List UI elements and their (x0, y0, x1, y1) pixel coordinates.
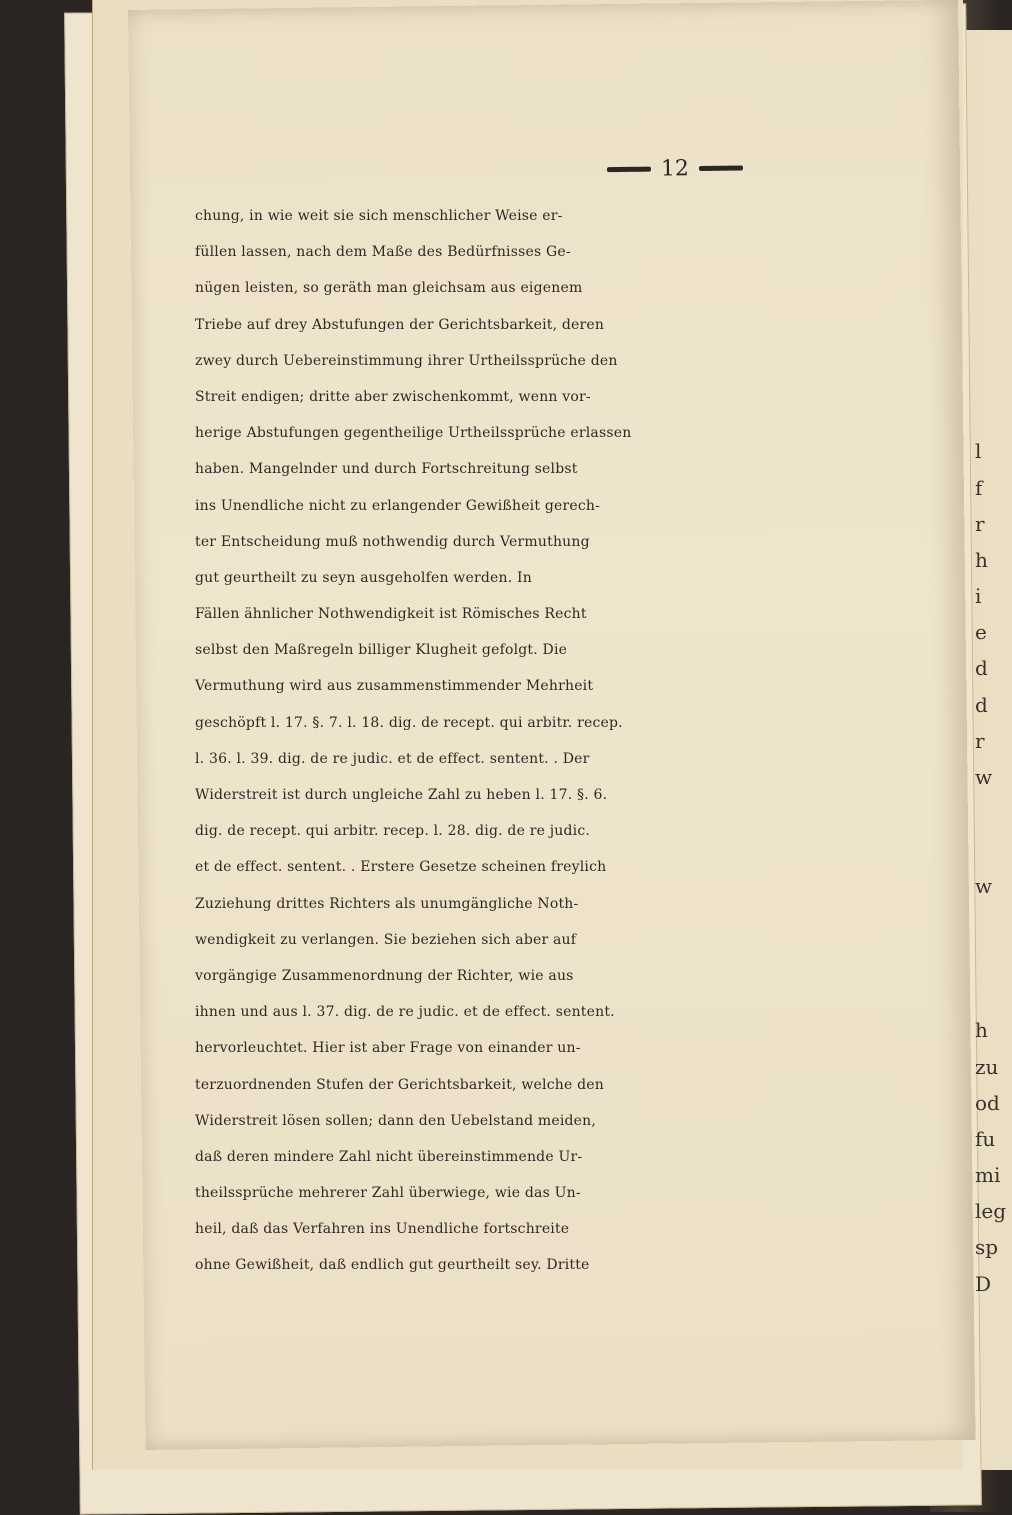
text-line: ter Entscheidung muß nothwendig durch Vermuthung (195, 533, 590, 550)
next-page-fragment: zu (975, 1054, 999, 1079)
page-header (585, 147, 765, 189)
next-page-fragment: l (975, 439, 982, 464)
text-line: terzuordnenden Stufen der Gerichtsbarkeit, welche den (195, 1076, 604, 1093)
text-line: hervorleuchtet. Hier ist aber Frage von einander un- (195, 1040, 581, 1057)
next-page-fragment (975, 325, 1005, 361)
next-page-text (975, 180, 1005, 1302)
text-line: nügen leisten, so geräth man gleichsam aus eigenem (195, 280, 583, 297)
text-line: selbst den Maßregeln billiger Klugheit gefolgt. Die (195, 642, 568, 659)
next-page-fragment: h (975, 1018, 988, 1043)
text-line: haben. Mangelnder und durch Fortschreitung selbst (195, 461, 578, 478)
text-line: zwey durch Uebereinstimmung ihrer Urtheilssprüche den (195, 352, 618, 369)
next-page-fragment: od (975, 1090, 1000, 1115)
next-page-fragment: sp (975, 1235, 999, 1260)
text-line: wendigkeit zu verlangen. Sie beziehen sich aber auf (195, 931, 577, 948)
text-line: daß deren mindere Zahl nicht übereinstimmende Ur- (195, 1148, 583, 1165)
next-page-fragment: fu (975, 1126, 996, 1151)
text-line: gut geurtheilt zu seyn ausgeholfen werden. In (195, 569, 532, 586)
next-page-fragment: w (975, 765, 993, 789)
text-line: et de effect. sentent. . Erstere Gesetze scheinen freylich (195, 859, 607, 876)
next-page-fragment: mi (975, 1163, 1001, 1188)
text-line: vorgängige Zusammenordnung der Richter, wie aus (195, 967, 574, 984)
text-line: chung, in wie weit sie sich menschlicher Weise er- (195, 208, 563, 224)
body-text (195, 198, 940, 1284)
next-page-fragment (975, 831, 1005, 867)
next-page-fragment: D (975, 1271, 992, 1296)
text-line: l. 36. l. 39. dig. de re judic. et de effect. sentent. . Der (195, 750, 590, 767)
text-line: Zuziehung drittes Richters als unumgängliche Noth- (195, 895, 579, 912)
next-page-fragment (975, 940, 1005, 976)
text-line: geschöpft l. 17. §. 7. l. 18. dig. de recept. qui arbitr. recep. (195, 714, 623, 731)
next-page-fragment: d (975, 692, 988, 717)
text-line: Triebe auf drey Abstufungen der Gerichtsbarkeit, deren (195, 316, 605, 333)
text-line: Widerstreit ist durch ungleiche Zahl zu heben l. 17. §. 6. (195, 787, 608, 803)
next-page-fragment: r (975, 511, 985, 536)
next-page-fragment: f (975, 475, 983, 500)
next-page-fragment (975, 904, 1005, 940)
next-page-fragment (975, 216, 1005, 252)
text-line: ihnen und aus l. 37. dig. de re judic. et de effect. sentent. (195, 1004, 615, 1021)
next-page-fragment: e (975, 620, 987, 645)
text-line: Vermuthung wird aus zusammenstimmender Mehrheit (195, 678, 594, 695)
next-page-fragment (975, 361, 1005, 397)
next-page-fragment: h (975, 547, 988, 572)
text-line: Streit endigen; dritte aber zwischenkommt, wenn vor- (195, 388, 591, 405)
text-line: theilssprüche mehrerer Zahl überwiege, wie das Un- (195, 1185, 581, 1202)
next-page-fragment (975, 397, 1005, 433)
next-page-fragment (975, 795, 1005, 831)
next-page-fragment (975, 976, 1005, 1012)
next-page-fragment (975, 180, 1005, 216)
text-line: füllen lassen, nach dem Maße des Bedürfnisses Ge- (195, 244, 571, 261)
text-line: ins Unendliche nicht zu erlangender Gewißheit gerech- (195, 497, 601, 514)
text-line: ohne Gewißheit, daß endlich gut geurtheilt sey. Dritte (195, 1257, 590, 1274)
next-page-fragment: leg (975, 1199, 1007, 1224)
next-page-fragment: r (975, 728, 985, 753)
next-page-fragment (975, 252, 1005, 288)
next-page-fragment (975, 289, 1005, 325)
header-dash-right (699, 165, 743, 171)
text-line: Fällen ähnlicher Nothwendigkeit ist Römisches Recht (195, 606, 587, 623)
page-number: 12 (660, 155, 690, 181)
text-line: Widerstreit lösen sollen; dann den Uebelstand meiden, (195, 1112, 597, 1129)
text-line: herige Abstufungen gegentheilige Urtheilssprüche erlassen (195, 425, 632, 442)
next-page-fragment: i (975, 584, 982, 609)
next-page-fragment: w (975, 873, 993, 898)
header-dash-left (607, 166, 651, 172)
text-line: heil, daß das Verfahren ins Unendliche fortschreite (195, 1221, 570, 1238)
text-line: dig. de recept. qui arbitr. recep. l. 28. dig. de re judic. (195, 823, 591, 840)
next-page-fragment: d (975, 656, 988, 681)
